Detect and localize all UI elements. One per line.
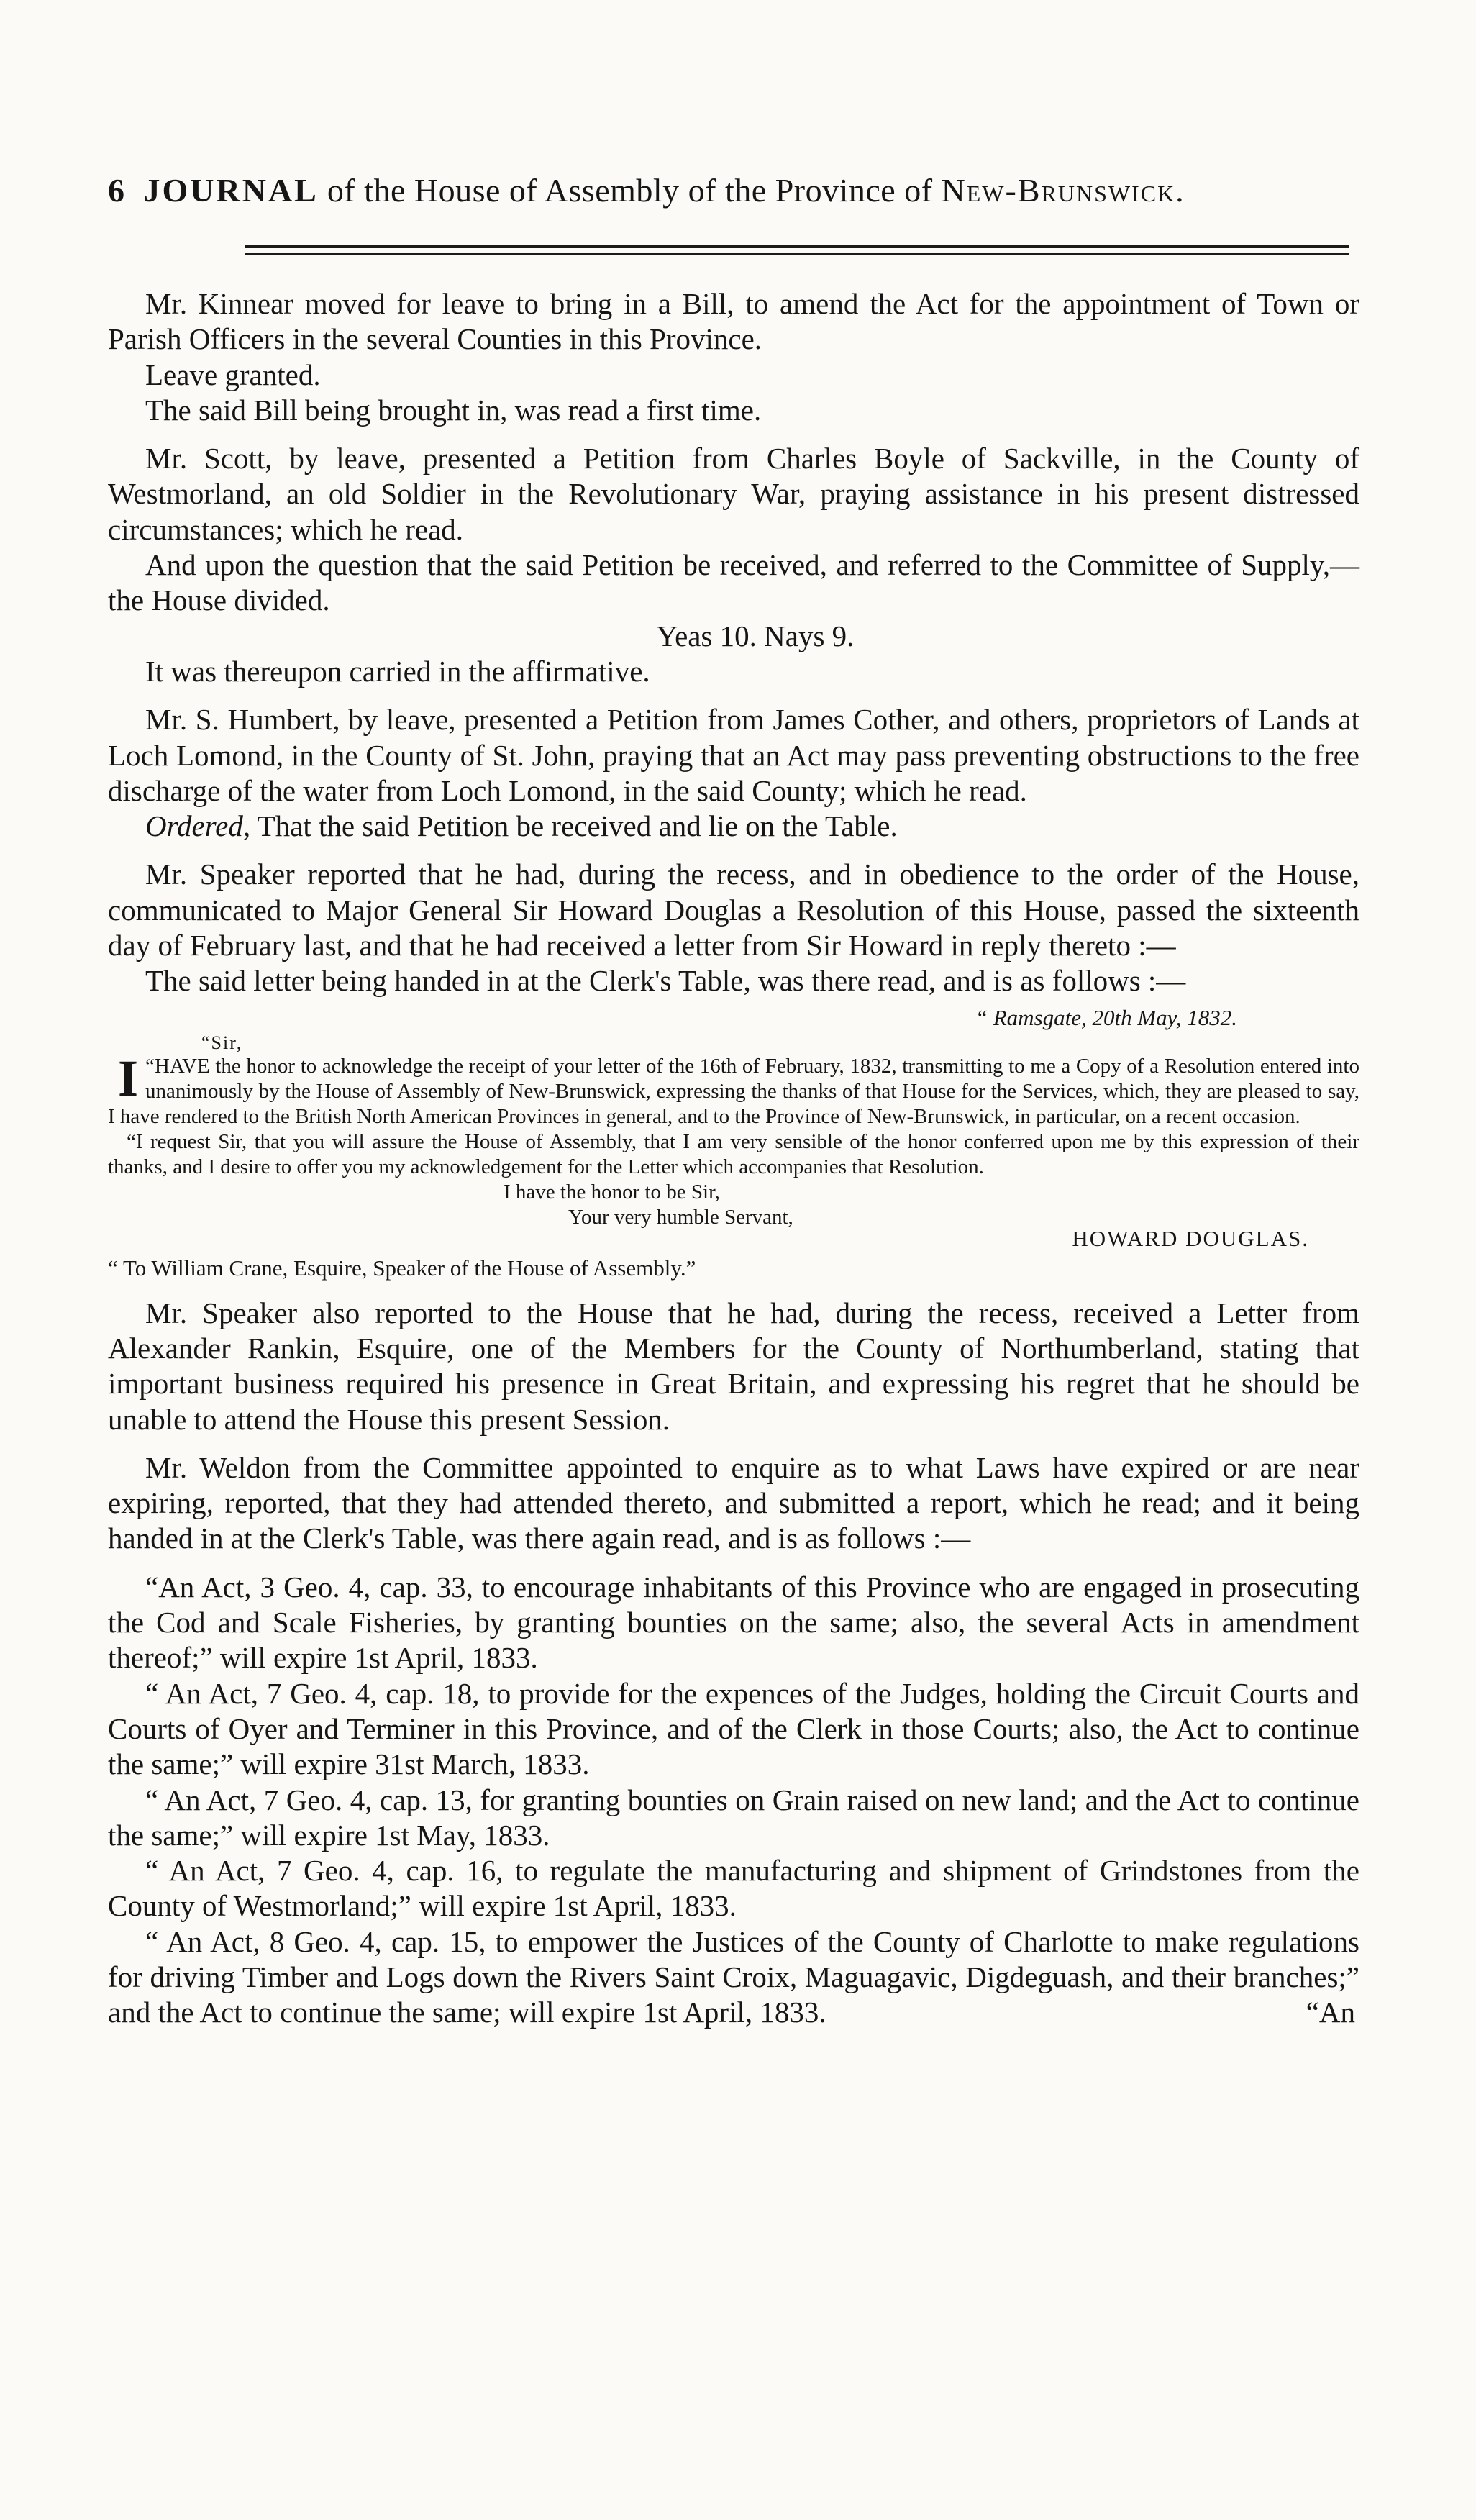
page-number: 6 bbox=[108, 172, 125, 209]
catchword: “An bbox=[1306, 1996, 1355, 2029]
paragraph-bill-read: The said Bill being brought in, was read a first time. bbox=[145, 393, 762, 427]
letter-date: “ Ramsgate, 20th May, 1832. bbox=[975, 1004, 1237, 1030]
vote-tally: Yeas 10. Nays 9. bbox=[656, 619, 855, 652]
letter-paragraph-1-text: HAVE the honor to acknowledge the receipt of your letter of the 16th of February, 1832, transmitting to me a Copy of a Resolution entered into unanimously by the House of Assembly of New-Brunswick, expressing the thanks of that House for the Services, which, they are pleased to say, I have rendered to the British North American Provinces in general, and to the Province of New-Brunswick, in particular, on a recent occasion. bbox=[108, 1054, 1359, 1128]
paragraph-ordered bbox=[108, 809, 1359, 844]
paragraph-humbert-petition: Mr. S. Humbert, by leave, presented a Petition from James Cother, and others, proprietors of Lands at Loch Lomond, in the County of St. John, praying that an Act may pass preventing obstructions to the free discharge of the water from Loch Lomond, in the said County; which he read. bbox=[108, 703, 1359, 807]
act-list-item: “ An Act, 7 Geo. 4, cap. 16, to regulate the manufacturing and shipment of Grindstones from the County of Westmorland;” will expire 1st April, 1833. bbox=[108, 1854, 1359, 1923]
ordered-text: That the said Petition be received and lie on the Table. bbox=[257, 809, 898, 843]
letter-signature: HOWARD DOUGLAS. bbox=[1072, 1225, 1309, 1251]
header-province: New-Brunswick. bbox=[941, 172, 1185, 209]
header-rest: of the House of Assembly of the Province of bbox=[327, 172, 933, 209]
paragraph-scott-petition: Mr. Scott, by leave, presented a Petition from Charles Boyle of Sackville, in the County of Westmorland, an old Soldier in the Revolutionary War, praying assistance in his present distressed circumstances; which he read. bbox=[108, 442, 1359, 546]
letter-closing-1: I have the honor to be Sir, bbox=[504, 1180, 720, 1204]
letter-paragraph-2: “I request Sir, that you will assure the House of Assembly, that I am very sensible of the honor conferred upon me by this expression of their thanks, and I desire to offer you my acknowledgement for the Letter which accompanies that Resolution. bbox=[108, 1129, 1359, 1178]
paragraph-letter-read: The said letter being handed in at the Clerk's Table, was there read, and is as follows :— bbox=[145, 964, 1186, 998]
act-list-item: “ An Act, 7 Geo. 4, cap. 18, to provide for the expences of the Judges, holding the Circuit Courts and Courts of Oyer and Terminer in this Province, and of the Clerk in those Courts; also, the Act to continue the same;” will expire 31st March, 1833. bbox=[108, 1676, 1359, 1781]
ordered-label: Ordered, bbox=[145, 809, 251, 843]
act-list-item bbox=[108, 1924, 1359, 2031]
paragraph-question: And upon the question that the said Petition be received, and referred to the Committee of Supply,—the House divided. bbox=[108, 548, 1359, 617]
letter-addressee: “ To William Crane, Esquire, Speaker of the House of Assembly.” bbox=[108, 1255, 696, 1281]
letter-salutation: “Sir, bbox=[201, 1032, 243, 1053]
paragraph-affirmative: It was thereupon carried in the affirmative. bbox=[145, 654, 650, 688]
paragraph-speaker-report: Mr. Speaker reported that he had, during the recess, and in obedience to the order of the House, communicated to Major General Sir Howard Douglas a Resolution of this House, passed the sixteenth day of February last, and that he had received a letter from Sir Howard in reply thereto :— bbox=[108, 858, 1359, 963]
letter-open-quote: “ bbox=[145, 1054, 155, 1078]
paragraph-kinnear-motion: Mr. Kinnear moved for leave to bring in a Bill, to amend the Act for the appointment of Town or Parish Officers in the several Counties in this Province. bbox=[108, 287, 1359, 356]
act-list-item-text: “ An Act, 8 Geo. 4, cap. 15, to empower the Justices of the County of Charlotte to make regulations for driving Timber and Logs down the Rivers Saint Croix, Maguagavic, Digdeguash, and their branches;” and the Act to continue the same; will expire 1st April, 1833. bbox=[108, 1924, 1359, 2029]
paragraph-rankin-letter: Mr. Speaker also reported to the House that he had, during the recess, received a Letter from Alexander Rankin, Esquire, one of the Members for the County of Northumberland, stating that important business required his presence in Great Britain, and expressing his regret that he should be unable to attend the House this present Session. bbox=[108, 1296, 1359, 1436]
header-rule bbox=[245, 245, 1349, 255]
letter-paragraph-1 bbox=[108, 1049, 1359, 1129]
drop-cap: I bbox=[118, 1049, 139, 1107]
letter-closing-2: Your very humble Servant, bbox=[568, 1205, 793, 1229]
paragraph-leave-granted: Leave granted. bbox=[145, 358, 321, 391]
page-body bbox=[108, 286, 1359, 2031]
act-list-item: “ An Act, 7 Geo. 4, cap. 13, for granting bounties on Grain raised on new land; and the Act to continue the same;” will expire 1st May, 1833. bbox=[108, 1783, 1359, 1852]
act-list-item: “An Act, 3 Geo. 4, cap. 33, to encourage inhabitants of this Province who are engaged in prosecuting the Cod and Scale Fisheries, by granting bounties on the same; also, the several Acts in amendment thereof;” will expire 1st April, 1833. bbox=[108, 1570, 1359, 1675]
letter bbox=[108, 1032, 1359, 1283]
paragraph-weldon-report: Mr. Weldon from the Committee appointed to enquire as to what Laws have expired or are near expiring, reported, that they had attended thereto, and submitted a report, which he read; and it being handed in at the Clerk's Table, was there again read, and is as follows :— bbox=[108, 1450, 1359, 1555]
header-journal: JOURNAL bbox=[143, 172, 319, 209]
running-header bbox=[108, 171, 1388, 209]
